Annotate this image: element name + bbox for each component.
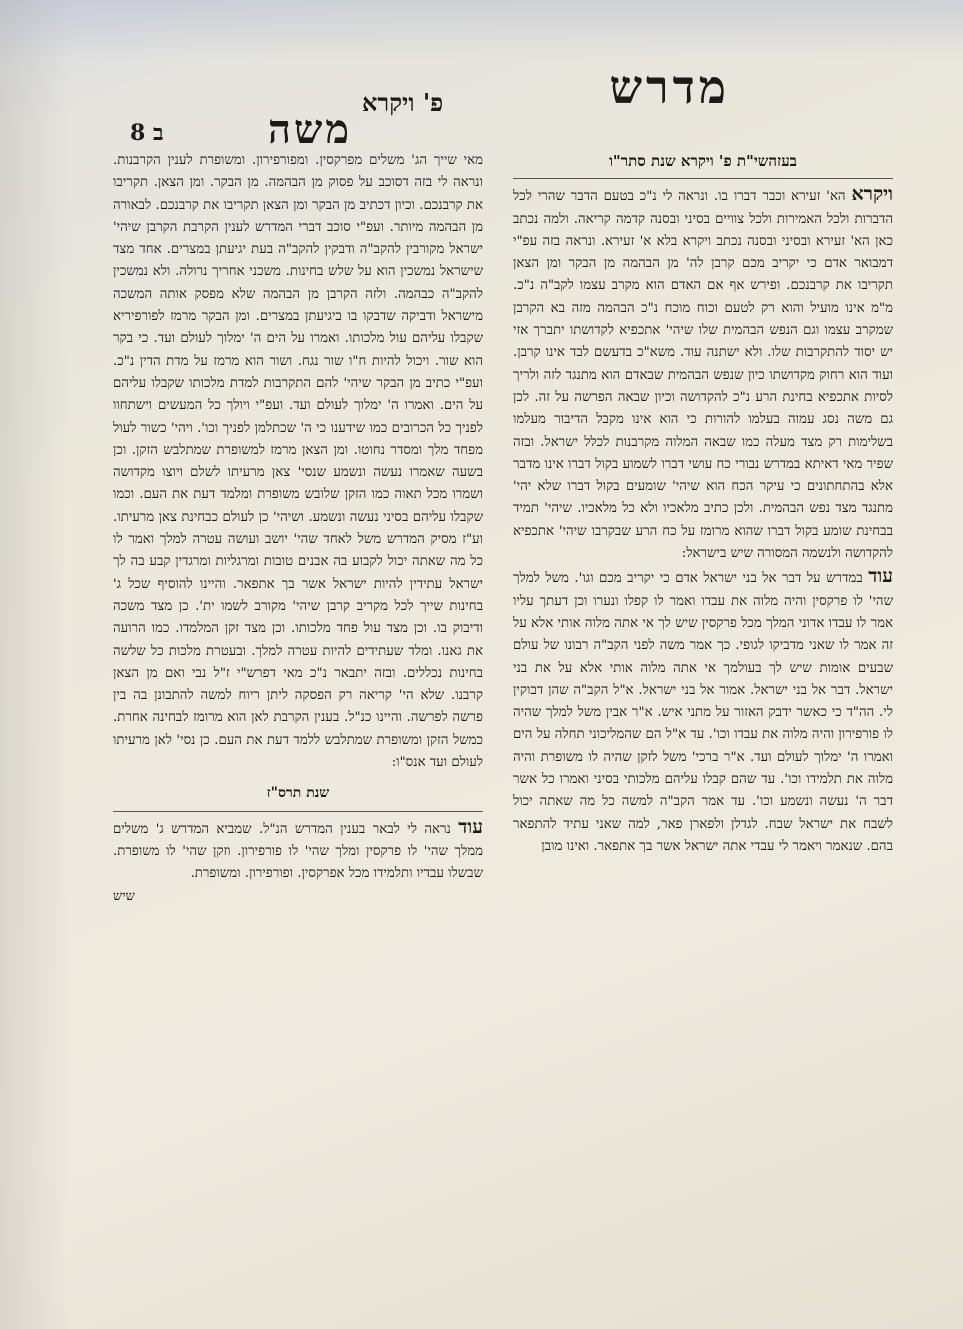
- running-header: [100, 60, 730, 153]
- paragraph-text: נראה לי לבאר בענין המדרש הנ"ל. שמביא המדרש ג' משלים ממלך שהי' לו פרקסין ומלך שהי' לו פורפירון. וזקן שהי' לו משופרת. שבשלו עבדיו ותלמידו מכל אפרקסין. ופורפירון. ומשופרת.: [113, 821, 483, 882]
- section-heading: בעזהשי"ת פ' ויקרא שנת סתר"ו: [609, 152, 797, 170]
- header-parsha: פ' ויקרא: [362, 88, 444, 117]
- year-rule: [113, 811, 483, 812]
- year-heading: שנת תרס"ז: [266, 785, 330, 802]
- paragraph: [513, 565, 893, 858]
- paragraph: [113, 816, 483, 886]
- paragraph-lead-word: עוד: [868, 565, 893, 588]
- paragraph: [113, 150, 483, 774]
- right-column: [513, 150, 893, 858]
- left-column: [113, 150, 483, 908]
- paragraph: [513, 183, 893, 565]
- paragraph-lead-word: עוד: [458, 815, 484, 838]
- page-left-shadow: [0, 0, 70, 1329]
- page-number: ב 8: [130, 120, 164, 146]
- paragraph-text: מאי שייך הג' משלים מפרקסין. ומפורפירון. ומשופרת לענין הקרבנות. ונראה לי בזה דסוכב על פסוק מן הבהמה. מן הבקר. ומן הצאן. תקריבו את קרבנכם. וכיון דכתיב מן הבקר ומן הצאן תקריבו את קרבנכם. לבאורה מן הבהמה מיותר. ועפ"י סוכב דברי המדרש לענין הקרבת הקרבן שיהי' ישראל מקורבין להקב"ה ודבקין להקב"ה בעת יגיעתן במצרים. אחד מצד שישראל נמשכין הוא על שלש בחינות. משכני אחריך נרולה. ולא נמשכין להקב"ה כבהמה. ולזה הקרבן מן הבהמה שלא מפסק אותה המשכה מישראל ודביקה שדבקו בו ביגיעתן במצרים. ומן הבקר מרמז לפורפיריא שקבלו עליהם עול מלכותו. ואמרו על הים ה' ימלוך לעולם ועד. כי בקר הוא שור. ויכול להיות ח"ו שור נגח. ושור הוא מרמז על מדת הדין נ"כ. ועפ"י כתיב מן הבקר שיהי' להם התקרבות למדת מלכותו שקבלו עליהם על הים. ואמרו ה' ימלוך לעולם ועד. ועפ"י ויולך כל המעשים וישתחוו לפניך כל הכרובים כמו שידענו כי ה' שכתלמן לפניך וכו'. ויהי' כשור לעול מפחד מלך ומסדר נחוטו. ומן הצאן מרמז למשופרת שמתלבש הזקן. וכן בשעה שאמרו נעשה ונשמע שנסי' צאן מרעיתו לשלם ויוצו מקדושה ושמרו מכל תאוה כמו הזקן שלובש משופרת ומלמד דעת את העם. וכמו שקבלו עליהם בסיני נעשה ונשמע. ושיהי' כן לעולם כבחינת צאן מרעיתו. וע"ז מסיק המדרש משל לאחד שהי' יושב ועושה עטרה למלך ואמר לו כל מה שאתה יכול לקבוע בה אבנים טובות ומרגליות ומרגדין קבע בה לך ישראל עתידין להיות ישראל אשר בך אתפאר. והיינו להוסיף שכל ג' בחינות שייך לכל מקריב קרבן שיהי' מקורב לשמו ית'. כן מצד משכה ודיבוק בו. וכן מצד עול פחד מלכותו. וכן מצד זקן המלמדו. כמו הרועה את גאנו. ומלד שעתידים להיות עטרה למלך. ובעטרת מלכות כל שלשה בחינות נכללים. ובזה יתבאר נ"כ מאי דפרש"י ז"ל נבי ואם מן הצאן קרבנו. שלא הי' קריאה רק הפסקה ליתן ריוח למשה להתבונן בה בין פרשה לפרשה. והיינו כנ"ל. בענין הקרבת לאן הוא מרומז לבחינה אחרת. כמשל הזקן ומשופרת שמתלבש ללמד דעת את העם. כן נסי' לאן מרעיתו לעולם ועד אנס"ו:: [113, 153, 484, 771]
- paragraph-text: הא' זעירא וכבר דברו בו. ונראה לי נ"כ בטעם הדבר שהרי לכל הדברות ולכל האמירות ולכל צוויים בסיני ובסנה קדמה קריאה. ולמה נכתב כאן הא' זעירא ובסיני ובסנה נכתב ויקרא בלא א' זעירא. ונראה בזה עפ"י דמבואר אדם כי יקריב מכם קרבן לה' מן הבהמה מן הבקר ומן הצאן תקריבו את קרבנכם. ופירש אף אם האדם הוא מקרב עצמו לקב"ה נ"כ. מ"מ אינו מועיל והוא רק לטעם וכוח מוכח נ"כ הבהמה מזה בא הקרבן שמקרב עצמו וגם הנפש הבהמית שלו שיהי' אתכפיא לקדושתו יתברך אזי יש יסוד להתקרבות שלו. ולא ישתנה עוד. משא"כ בדעשם לבד אינו קרבן. ועוד הוא רחוק מקדושתו כיון שנפש הבהמית שבאדם הוא מתנגד לזה ולריך לסיות אתכפיא בחינת הרע נ"כ להקדושה וכיון שבאה הפרשה על זה. לכן גם משה נסג עמוה בעלמו להורות כי הוא אינו מקבל הדיבור מעלמו בשלימות רק מצד מעלה כמו שבאה המלוה מקרבנות לכלל ישראל. ובזה שפיר מאי דאיתא במדרש נבורי כח עושי דברו לשמוע בקול דברו אינו מדבר אלא בהתחתונים כי עיקר הכח הוא שיהי' שומעים בקול דברו שלא יהי' מתנגד מצד נפש הבהמית. ולכן כתיב מלאכיו ולא כל מלאכיו. שיהי' תמיד בבחינת שומע בקול דברו שהוא מרומז על כח הרע שבקרבו שיהי' אתכפיא להקדושה ולנשמה המסורה שיש בישראל:: [513, 189, 893, 562]
- paragraph-text: במדרש על דבר אל בני ישראל אדם כי יקריב מכם וגו'. משל למלך שהי' לו פרקסין והיה מלוה את עבדו ואמר לו קפלו ונערו וכן דעתך עליו אמר לו עבדו אדוני המלך מכל פרקסין שיש לך אי אתה מלוה אותי אלא על זה אמר לו שאני מדביקו לגופי. כך אמר משה לפני הקב"ה רבונו של עולם שבעים אומות שיש לך בעולמך אי אתה מלוה אותי אלא על את בני ישראל. דבר אל בני ישראל. אמור אל בני ישראל. א"ל הקב"ה שהן דבוקין לי. הה"ד כי כאשר ידבק האזור על מתני איש. א"ר אבין משל למלך שהיה לו פורפירון והיה מלוה את עבדו וכו'. עד א"ל הם שהמליכוני תחלה על הים ואמרו ה' ימלוך לעולם ועד. א"ר ברכי' משל לזקן שהיה לו משופרת והיה מלוה את תלמידו וכו'. עד שהם קבלו עליהם מלכותי בסיני ואמרו כל אשר דבר ה' נעשה ונשמע וכו'. עד אמר הקב"ה למשה כל מה שאתה יכול לשבח את ישראל שבח. לגדלן ולפארן פאר, למה שאני עתיד להתפאר בהם. שנאמר ויאמר לי עבדי אתה ישראל אשר בך אתפאר. ואינו מובן: [513, 571, 893, 854]
- catchword: שיש: [113, 888, 135, 904]
- paragraph-lead-word: ויקרא: [851, 183, 894, 206]
- heading-rule: [513, 178, 893, 179]
- header-title-moshe: משה: [268, 106, 353, 153]
- page-top-shadow: [0, 0, 963, 60]
- header-title-midrash: מדרש: [609, 60, 730, 114]
